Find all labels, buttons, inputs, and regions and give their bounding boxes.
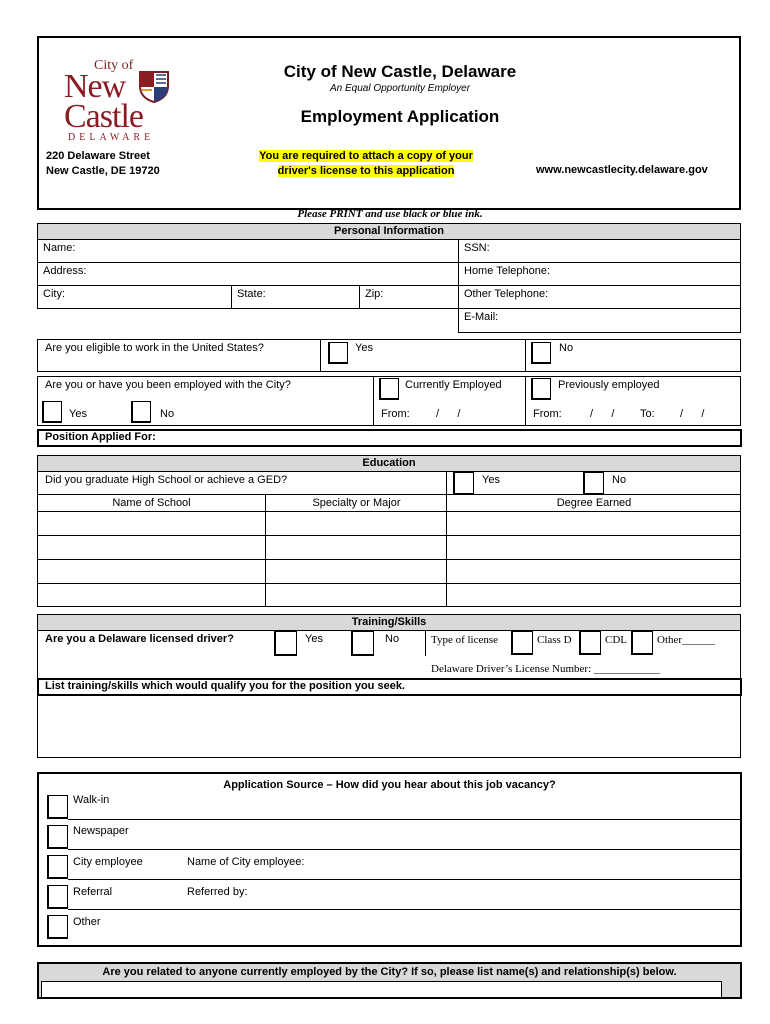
logo-delaware: DELAWARE	[68, 132, 155, 143]
related-question: Are you related to anyone currently employed by the City? If so, please list name(s) and relationship(s) below.	[102, 966, 677, 978]
city-employee-name-field[interactable]: Name of City employee:	[187, 856, 305, 868]
shield-icon	[138, 70, 170, 104]
city-field[interactable]	[37, 285, 232, 309]
class-d-label: Class D	[537, 634, 572, 646]
eligible-no-label: No	[559, 342, 574, 354]
position-label: Position Applied For:	[45, 431, 156, 443]
eligibility-question: Are you eligible to work in the United States?	[45, 342, 264, 354]
email-label: E-Mail:	[464, 311, 499, 323]
divider	[68, 849, 742, 850]
referred-by-field[interactable]: Referred by:	[187, 886, 248, 898]
other-license-checkbox[interactable]	[631, 631, 653, 655]
name-label: Name:	[43, 242, 76, 254]
divider	[525, 376, 526, 426]
city-employee-label: City employee	[73, 856, 143, 868]
licensed-no-checkbox[interactable]	[351, 631, 374, 656]
logo-new: New	[64, 68, 126, 105]
graduated-yes-label: Yes	[482, 474, 500, 486]
col-header-school: Name of School	[112, 497, 191, 509]
licensed-yes-checkbox[interactable]	[274, 631, 297, 656]
name-field[interactable]	[37, 239, 459, 263]
address-field[interactable]	[37, 262, 459, 286]
referral-checkbox[interactable]	[47, 885, 68, 909]
state-field[interactable]	[231, 285, 360, 309]
skills-label: List training/skills which would qualify you for the position you seek.	[45, 680, 405, 692]
divider	[525, 339, 526, 372]
education-table	[37, 471, 741, 607]
employed-no-label: No	[160, 408, 175, 420]
previously-employed-label: Previously employed	[558, 379, 660, 391]
walkin-label: Walk-in	[73, 794, 110, 806]
graduated-yes-checkbox[interactable]	[453, 472, 474, 495]
other-telephone-field[interactable]	[458, 285, 741, 309]
current-from-label: From:	[381, 408, 410, 420]
divider	[37, 494, 741, 495]
address-line-1: 220 Delaware Street	[46, 150, 150, 162]
license-number-label[interactable]: Delaware Driver’s License Number: ____________	[431, 663, 660, 675]
divider	[37, 535, 741, 536]
graduation-question: Did you graduate High School or achieve a GED?	[45, 474, 288, 486]
other-telephone-label: Other Telephone:	[464, 288, 549, 300]
logo-city-of: City of	[94, 58, 134, 73]
col-header-major: Specialty or Major	[312, 497, 401, 509]
zip-label: Zip:	[365, 288, 384, 300]
graduated-no-label: No	[612, 474, 627, 486]
licensed-driver-question: Are you a Delaware licensed driver?	[45, 633, 234, 645]
divider	[68, 819, 742, 820]
previously-employed-checkbox[interactable]	[531, 378, 551, 400]
cdl-checkbox[interactable]	[579, 631, 601, 655]
other-source-checkbox[interactable]	[47, 915, 68, 939]
class-d-checkbox[interactable]	[511, 631, 533, 655]
address-line-2: New Castle, DE 19720	[46, 165, 160, 177]
source-heading: Application Source – How did you hear about this job vacancy?	[223, 779, 556, 791]
graduated-no-checkbox[interactable]	[583, 472, 604, 495]
divider	[68, 909, 742, 910]
print-instruction: Please PRINT and use black or blue ink.	[297, 208, 483, 220]
subtitle: An Equal Opportunity Employer	[329, 83, 471, 94]
employed-question: Are you or have you been employed with the City?	[45, 379, 291, 391]
newspaper-checkbox[interactable]	[47, 825, 68, 849]
personal-info-heading: Personal Information	[37, 223, 741, 240]
previous-to-date[interactable]: / /	[680, 408, 705, 420]
divider	[373, 376, 374, 426]
training-heading: Training/Skills	[37, 614, 741, 631]
website-link[interactable]: www.newcastlecity.delaware.gov	[536, 164, 708, 176]
other-source-label: Other	[73, 916, 101, 928]
related-input[interactable]	[41, 981, 722, 998]
divider	[68, 879, 742, 880]
previous-from-date[interactable]: / /	[590, 408, 615, 420]
form-title: Employment Application	[300, 107, 500, 126]
email-field[interactable]	[458, 308, 741, 333]
notice-line-1: You are required to attach a copy of your	[259, 150, 473, 162]
license-type-label: Type of license	[431, 634, 499, 646]
eligible-yes-label: Yes	[355, 342, 373, 354]
currently-employed-checkbox[interactable]	[379, 378, 399, 400]
employed-yes-checkbox[interactable]	[42, 401, 62, 423]
licensed-yes-label: Yes	[305, 633, 323, 645]
license-notice	[226, 149, 506, 179]
divider	[37, 511, 741, 512]
skills-textarea[interactable]	[37, 695, 741, 758]
walkin-checkbox[interactable]	[47, 795, 68, 819]
previous-from-label: From:	[533, 408, 562, 420]
newspaper-label: Newspaper	[73, 825, 129, 837]
education-heading: Education	[37, 455, 741, 472]
address-label: Address:	[43, 265, 87, 277]
home-telephone-field[interactable]	[458, 262, 741, 286]
zip-field[interactable]	[359, 285, 459, 309]
ssn-label: SSN:	[464, 242, 490, 254]
other-license-label: Other______	[657, 634, 716, 646]
city-label: City:	[43, 288, 65, 300]
address-block	[46, 149, 160, 179]
licensed-no-label: No	[385, 633, 400, 645]
divider	[37, 559, 741, 560]
divider	[37, 583, 741, 584]
col-header-degree: Degree Earned	[556, 497, 632, 509]
home-telephone-label: Home Telephone:	[464, 265, 551, 277]
city-employee-checkbox[interactable]	[47, 855, 68, 879]
city-logo	[56, 58, 176, 148]
current-from-date[interactable]: / /	[436, 408, 461, 420]
eligible-yes-checkbox[interactable]	[328, 342, 348, 364]
ssn-field[interactable]	[458, 239, 741, 263]
cdl-label: CDL	[605, 634, 627, 646]
currently-employed-label: Currently Employed	[405, 379, 502, 391]
eligible-no-checkbox[interactable]	[531, 342, 551, 364]
employed-yes-label: Yes	[69, 408, 87, 420]
logo-castle: Castle	[64, 98, 143, 135]
employed-no-checkbox[interactable]	[131, 401, 151, 423]
previous-to-label: To:	[640, 408, 655, 420]
notice-line-2: driver's license to this application	[277, 165, 455, 177]
divider	[425, 630, 426, 656]
source-frame	[37, 772, 742, 947]
divider	[446, 471, 447, 495]
divider	[320, 339, 321, 372]
state-label: State:	[237, 288, 266, 300]
referral-label: Referral	[73, 886, 113, 898]
page-title: City of New Castle, Delaware	[283, 62, 517, 81]
